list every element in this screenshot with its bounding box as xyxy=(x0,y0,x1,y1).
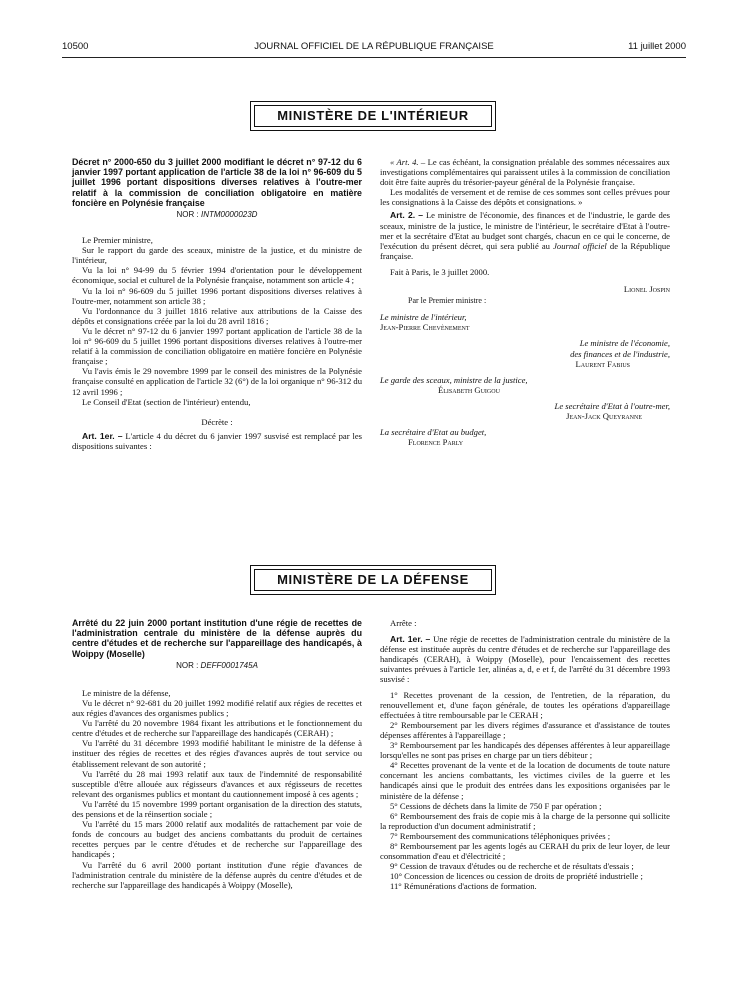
para: Vu l'arrêté du 6 avril 2000 portant institution d'une régie d'avances de l'administration centrale du ministère de la défense auprès du centre d'études et de recherche sur l'appareillage des handicapés à Woippy (Moselle), xyxy=(72,859,362,890)
header-rule xyxy=(62,57,686,58)
list-item: 4° Recettes provenant de la vente et de la location de documents de toute nature concernant les anciens combattants, les victimes civiles de la guerre et les handicapés ainsi que le produit des entrées dans les expositions organisées par le ministère de la défense ; xyxy=(380,760,670,801)
list-item: 10° Concession de licences ou cession de droits de propriété industrielle ; xyxy=(390,871,643,882)
list-item: 3° Remboursement par les handicapés des dépenses afférentes à leur appareillage lorsqu'elles ne sont pas prises en charge par un tiers débiteur ; xyxy=(380,740,670,761)
article-text: Le ministre de l'économie, des finances et de l'industrie, le garde des sceaux, ministre de la justice, le ministre de l'intérieur, le secrétaire d'Etat à l'outre-mer et la secrétaire d'Etat au budget sont chargés, chacun en ce qui le concerne, de l'exécution du présent décret, qui sera publié au xyxy=(380,210,670,251)
signature-role: Le ministre de l'économie, xyxy=(579,338,670,349)
article-4 xyxy=(380,157,670,187)
arrete-right-column xyxy=(380,618,670,891)
list-item: 1° Recettes provenant de la cession, de l'entretien, de la réparation, du renouvellement et, d'une façon générale, de toutes les opérations d'appareillage effectuées à titre remboursable par le CERAH ; xyxy=(380,689,670,720)
signature-name: Jean-Pierre Chevènement xyxy=(380,322,470,333)
para: Le Premier ministre, xyxy=(82,235,153,246)
decrete-heading: Décrète : xyxy=(201,416,233,427)
issue-date: 11 juillet 2000 xyxy=(628,41,686,52)
page-header xyxy=(62,41,686,55)
signature-name: Laurent Fabius xyxy=(575,358,630,369)
para: Vu l'avis émis le 29 novembre 1999 par le conseil des ministres de la Polynésie française consulté en application de l'article 32 (6°) de la loi organique n° 96-312 du 12 avril 1996 ; xyxy=(72,366,362,397)
para: Vu l'arrêté du 15 novembre 1999 portant organisation de la direction des statuts, des pensions et de la réinsertion sociale ; xyxy=(72,798,362,820)
signature-role: La secrétaire d'Etat au budget, xyxy=(380,427,487,438)
para: Sur le rapport du garde des sceaux, ministre de la justice, et du ministre de l'intérieur, xyxy=(72,245,362,266)
decree-left-column xyxy=(72,157,362,451)
signature-name: Jean-Jack Queyranne xyxy=(566,410,642,421)
decree-right-column xyxy=(380,157,670,447)
list-item: 6° Remboursement des frais de copie mis à la charge de la personne qui sollicite la reproduction d'un document administratif ; xyxy=(380,810,670,831)
signature-role: des finances et de l'industrie, xyxy=(570,348,670,359)
article-label: Art. 1er. – xyxy=(390,634,431,645)
signature-name: Élisabeth Guigou xyxy=(438,384,500,395)
ministry-heading: MINISTÈRE DE L'INTÉRIEUR xyxy=(254,105,492,127)
article-1 xyxy=(72,431,362,451)
signer-name: Lionel Jospin xyxy=(623,284,670,295)
journal-reference: Journal officiel xyxy=(553,240,607,251)
page-number: 10500 xyxy=(62,41,89,52)
article-text: Le cas échéant, la consignation préalable des sommes nécessaires aux investigations complémentaires qui paraissent utiles à la commission de conciliation doit être faite auprès du trésorier-payeur général de la Polynésie française. xyxy=(380,157,670,188)
para: Vu le décret n° 97-12 du 6 janvier 1997 portant application de l'article 38 de la loi n° 96-609 du 5 juillet 1996 portant dispositions diverses relatives à l'outre-mer relatif à la commission de conciliation obligatoire en matière foncière en Polynésie française ; xyxy=(72,325,362,367)
nor-code: DEFF0001745A xyxy=(200,660,258,670)
article-1 xyxy=(380,634,670,684)
para: Vu la loi n° 96-609 du 5 juillet 1996 portant dispositions diverses relatives à l'outre-mer, notamment son article 38 ; xyxy=(72,285,362,306)
para: Vu l'arrêté du 20 novembre 1984 fixant les attributions et le fonctionnement du centre d'études et de recherche sur l'appareillage des handicapés (CERAH) ; xyxy=(72,718,362,739)
signature-role: Le secrétaire d'Etat à l'outre-mer, xyxy=(554,400,670,411)
signature-role: Le garde des sceaux, ministre de la justice, xyxy=(380,374,528,385)
article-label: Art. 1er. – xyxy=(82,430,123,441)
article-text-end: de la République française. xyxy=(380,240,671,261)
article-label: Art. 2. – xyxy=(390,210,424,221)
para: Le ministre de la défense, xyxy=(82,687,171,698)
para: Vu l'arrêté du 28 mai 1993 relatif aux taux de l'indemnité de responsabilité susceptible d'être allouée aux régisseurs d'avances et aux régisseurs de recettes relevant des organismes publics et montant du cautionnement imposé à ces agents ; xyxy=(72,768,362,799)
nor-code: INTM0000023D xyxy=(200,210,258,220)
arrete-heading: Arrête : xyxy=(390,618,417,628)
para: Vu le décret n° 92-681 du 20 juillet 1992 modifié relatif aux régies de recettes et aux régies d'avances des organismes publics ; xyxy=(72,698,362,719)
journal-title: JOURNAL OFFICIEL DE LA RÉPUBLIQUE FRANÇAISE xyxy=(254,41,494,52)
signature-role: Le ministre de l'intérieur, xyxy=(380,312,467,323)
para: Vu la loi n° 94-99 du 5 février 1994 d'orientation pour le développement économique, social et culturel de la Polynésie française, notamment son article 4 ; xyxy=(72,265,362,286)
article-text: L'article 4 du décret du 6 janvier 1997 susvisé est remplacé par les dispositions suivantes : xyxy=(72,430,362,451)
nor-reference xyxy=(72,210,362,220)
ministry-box-defense xyxy=(250,565,496,595)
article-2 xyxy=(380,210,670,260)
nor-label: NOR : xyxy=(176,210,199,220)
para: Les modalités de versement et de remise de ces sommes sont celles prévues pour les consignations à la Caisse des dépôts et consignations. » xyxy=(380,187,670,208)
para: Le Conseil d'Etat (section de l'intérieur) entendu, xyxy=(82,396,251,407)
done-at: Fait à Paris, le 3 juillet 2000. xyxy=(390,266,490,277)
para: Vu l'ordonnance du 3 juillet 1816 relative aux attributions de la Caisse des dépôts et consignations créée par la loi du 28 avril 1816 ; xyxy=(72,305,362,326)
by-prime-minister: Par le Premier ministre : xyxy=(408,296,487,306)
para: Vu l'arrêté du 15 mars 2000 relatif aux modalités de rattachement par voie de fonds de concours au budget des anciens combattants du produit de certaines recettes perçues par le centre d'études et de recherche sur l'appareillage des handicapés ; xyxy=(72,819,362,860)
list-item: 9° Cession de travaux d'études ou de recherche et de résultats d'essais ; xyxy=(390,861,634,872)
nor-label: NOR : xyxy=(176,660,199,670)
ministry-heading: MINISTÈRE DE LA DÉFENSE xyxy=(254,569,492,591)
para: Vu l'arrêté du 31 décembre 1993 modifié habilitant le ministre de la défense à instituer des régies de recettes et des régies d'avances auprès de tout service ou établissement relevant de son autorité ; xyxy=(72,738,362,769)
article-label: « Art. 4. – xyxy=(390,157,426,167)
signature-name: Florence Parly xyxy=(408,437,464,448)
list-item: 8° Remboursement par les agents logés au CERAH du prix de leur loyer, de leur consommation d'eau et d'électricité ; xyxy=(380,840,670,862)
article-text: Une régie de recettes de l'administration centrale du ministère de la défense est instituée auprès du centre d'études et de recherche sur l'appareillage des handicapés (CERAH), à Woippy (Moselle), pour l'encaissement des recettes suivantes prévues à l'article 1er, alinéas a, d, e et f, de l'arrêté du 31 décembre 1993 susvisé : xyxy=(380,634,670,685)
arrete-title: Arrêté du 22 juin 2000 portant institution d'une régie de recettes de l'administration centrale du ministère de la défense auprès du centre d'études et de recherche sur l'appareillage des handicapés, à Woippy (Moselle) xyxy=(72,618,362,659)
list-item: 5° Cessions de déchets dans la limite de 750 F par opération ; xyxy=(390,800,602,811)
ministry-box-interieur xyxy=(250,101,496,131)
nor-reference xyxy=(72,661,362,671)
list-item: 11° Rémunérations d'actions de formation. xyxy=(390,881,537,892)
decree-title: Décret n° 2000-650 du 3 juillet 2000 modifiant le décret n° 97-12 du 6 janvier 1997 portant application de l'article 38 de la loi n° 96-609 du 5 juillet 1996 portant dispositions diverses relatives à l'outre-mer relatif à la commission de conciliation obligatoire en matière foncière en Polynésie française xyxy=(72,157,362,208)
list-item: 2° Remboursement par les divers régimes d'assurance et d'assistance de toutes dépenses afférentes à l'appareillage ; xyxy=(380,719,670,740)
list-item: 7° Remboursement des communications téléphoniques privées ; xyxy=(390,830,611,841)
arrete-left-column xyxy=(72,618,362,890)
